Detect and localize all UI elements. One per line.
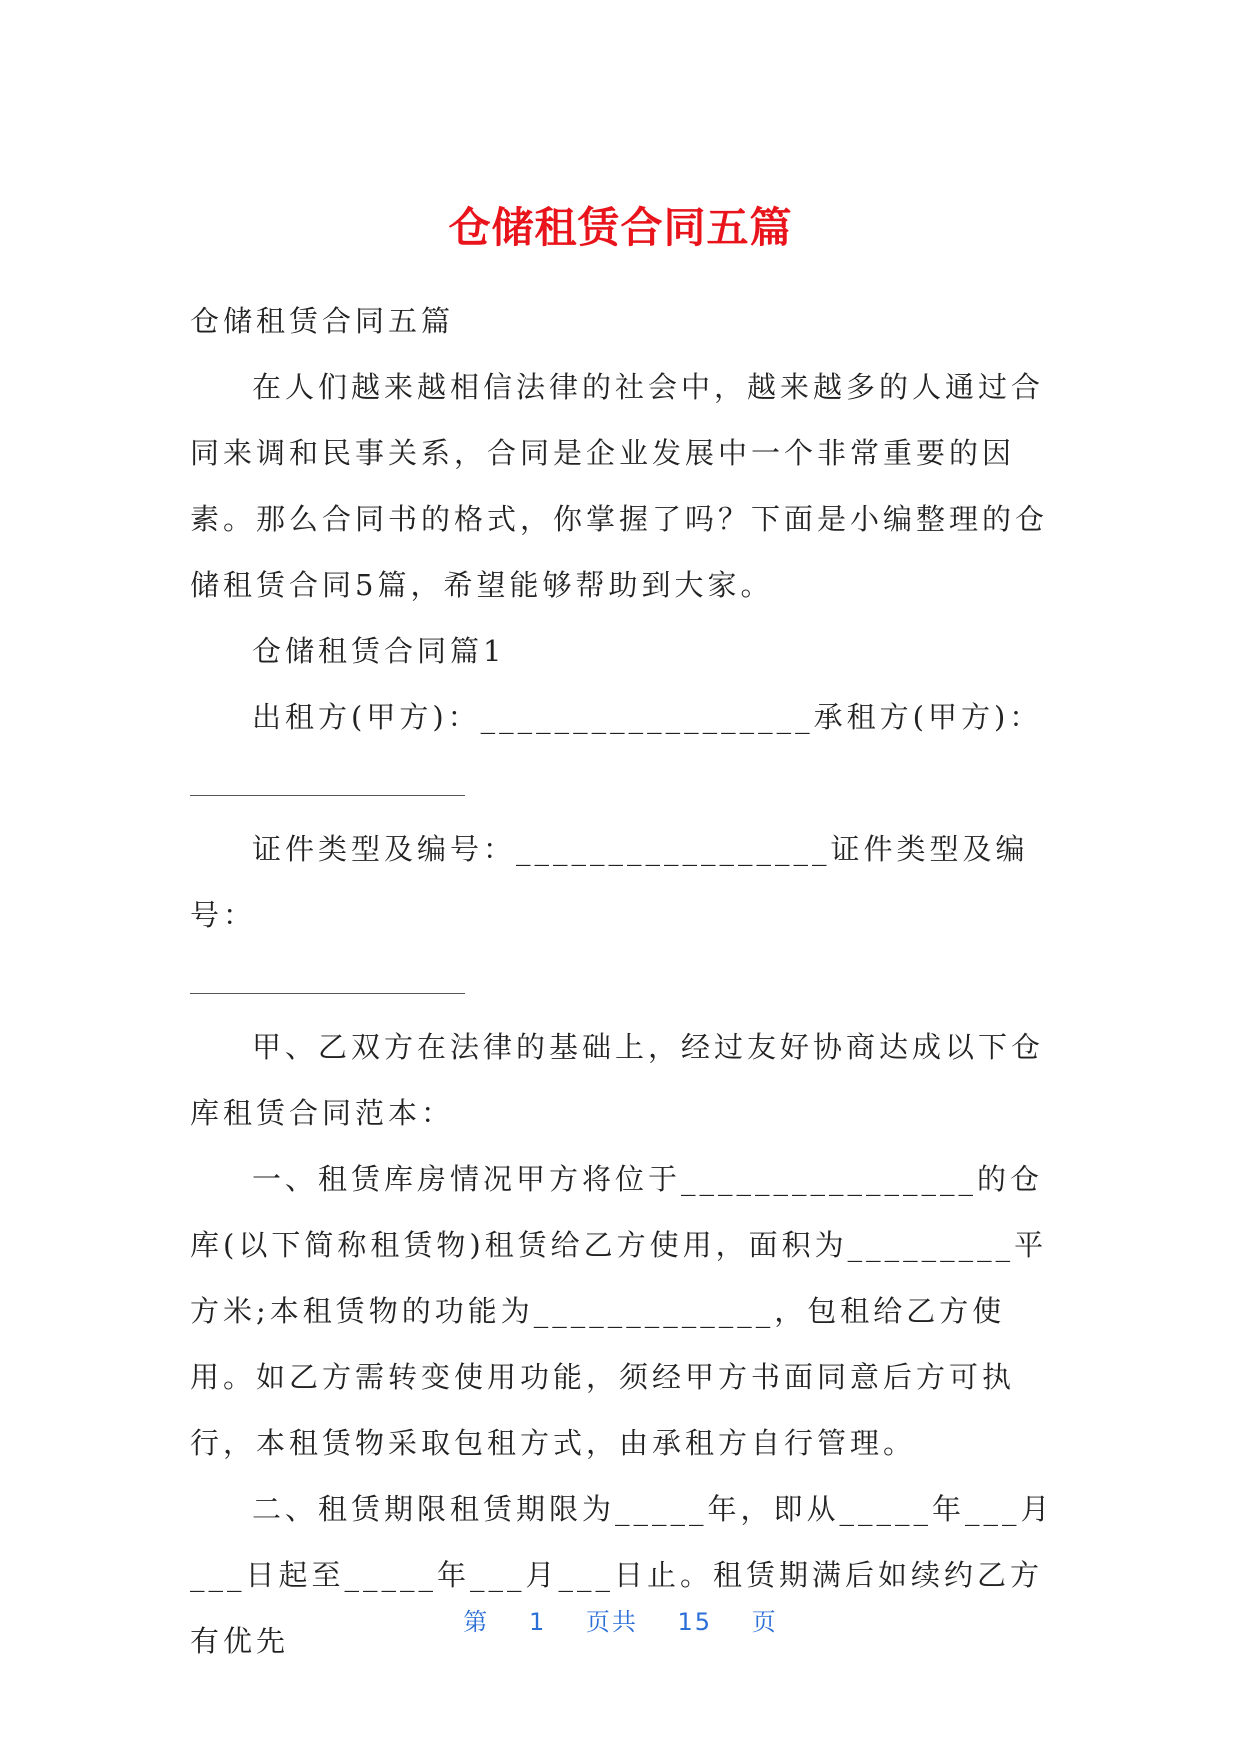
section-heading: 仓储租赁合同篇1 <box>252 634 506 668</box>
page-footer <box>0 1602 1241 1637</box>
id-blank-line <box>190 948 465 1014</box>
footer-prefix: 第 <box>463 1608 490 1636</box>
clause-2-paragraph: 二、租赁期限租赁期限为_____年，即从_____年___月___日起至_____年___月___日止。租赁期满后如续约乙方有优先 <box>190 1492 1054 1658</box>
lessor-line: 出租方(甲方)：__________________承租方(甲方)： <box>252 700 1043 734</box>
footer-suffix: 页 <box>751 1608 778 1636</box>
subtitle-paragraph: 仓储租赁合同五篇 <box>190 304 455 338</box>
id-type-line: 证件类型及编号：_________________证件类型及编号： <box>190 832 1029 932</box>
document-title: 仓储租赁合同五篇 <box>448 203 793 252</box>
footer-total-pages: 15 <box>677 1608 713 1636</box>
intro-paragraph: 在人们越来越相信法律的社会中，越来越多的人通过合同来调和民事关系，合同是企业发展中一个非常重要的因素。那么合同书的格式，你掌握了吗？下面是小编整理的仓储租赁合同5篇，希望能够帮助到大家。 <box>190 370 1049 602</box>
lessee-blank-line <box>190 750 465 816</box>
document-body <box>190 288 1060 1674</box>
agreement-paragraph: 甲、乙双方在法律的基础上，经过友好协商达成以下仓库租赁合同范本： <box>190 1030 1045 1130</box>
footer-page-number: 1 <box>528 1608 547 1636</box>
footer-middle: 页共 <box>585 1608 638 1636</box>
clause-1-paragraph: 一、租赁库房情况甲方将位于________________的仓库(以下简称租赁物)租赁给乙方使用，面积为_________平方米;本租赁物的功能为_____________，包租给乙方使用。如乙方需转变使用功能，须经甲方书面同意后方可执行，本租赁物采取包租方式，由承租方自行管理。 <box>190 1162 1048 1460</box>
